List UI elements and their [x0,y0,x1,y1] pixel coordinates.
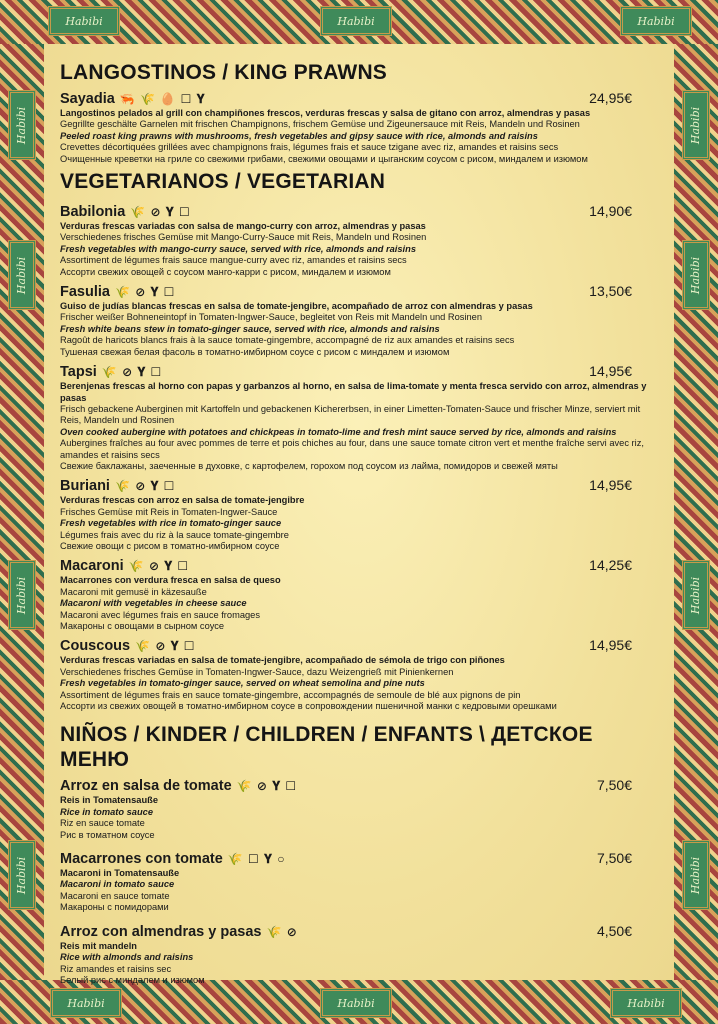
dish-price: 13,50€ [589,283,632,300]
logo-tile-left-2: Habibi [8,240,36,310]
allergen-icons: 🌾 ⊘ 𝐘 ☐ [114,285,176,300]
desc-de: Reis in Tomatensauße [60,795,158,806]
desc-de: Verschiedenes frisches Gemüse in Tomaten-Ingwer-Sauce, dazu Weizengrieß mit Pinienkernen [60,666,454,677]
desc-de: Frischer weißer Bohneneintopf in Tomaten-Ingwer-Sauce, begleitet von Reis mit Mandeln und Rosinen [60,312,483,323]
allergen-icons: 🌾 ⊘ 𝐘 ☐ [135,639,196,654]
dish-price: 14,25€ [589,557,632,574]
dish-arroz-almendras [60,922,660,987]
logo-text: Habibi [67,996,105,1010]
desc-fr: Riz en sauce tomate [60,818,145,829]
desc-ru: Очищенные креветки на гриле со свежими грибами, свежими овощами и цыганским соусом с рисом, миндалем и изюмом [60,153,588,164]
desc-es: Macarrones con verdura fresca en salsa de queso [60,575,281,586]
dish-price: 14,95€ [589,477,632,494]
logo-tile-right-2: Habibi [682,240,710,310]
logo-tile-right-3: Habibi [682,560,710,630]
dish-name: Tapsi [60,364,97,381]
logo-tile-bottom-right [610,988,682,1018]
desc-ru: Тушеная свежая белая фасоль в томатно-имбирном соусе с рисом с миндалем и изюмом [60,346,450,357]
desc-en: Fresh white beans stew in tomato-ginger sauce, served with rice, almonds and raisins [60,323,440,334]
logo-text: Habibi [637,14,675,28]
desc-fr: Assortiment de légumes frais sauce mangue-curry avec riz, amandes et raisins secs [60,255,407,266]
desc-en: Macaroni in tomato sauce [60,879,175,890]
dish-name: Macarrones con tomate [60,851,223,868]
desc-ru: Свежие овощи с рисом в томатно-имбирном соусе [60,540,280,551]
desc-de: Frisches Gemüse mit Reis in Tomaten-Ingwer-Sauce [60,506,278,517]
logo-tile-top-center [320,6,392,36]
dish-babilonia [60,202,660,278]
logo-tile-right-4: Habibi [682,840,710,910]
allergen-icons: 🌾 ☐ 𝐘 ○ [227,852,286,867]
dish-price: 14,95€ [589,637,632,654]
logo-tile-bottom-left [50,988,122,1018]
desc-en: Peeled roast king prawns with mushrooms, fresh vegetables and gipsy sauce with rice, almonds and raisins [60,130,538,141]
dish-name: Macaroni [60,558,124,575]
section-title-langostinos: LANGOSTINOS / KING PRAWNS [60,61,388,84]
logo-text: Habibi [65,14,103,28]
dish-couscous [60,636,660,712]
dish-price: 14,90€ [589,203,632,220]
desc-fr: Ragoût de haricots blancs frais à la sauce tomate-gingembre, accompagné de riz aux amandes et raisins secs [60,335,515,346]
dish-sayadia [60,89,660,165]
logo-text: Habibi [627,996,665,1010]
section-title-ninos: NIÑOS / KINDER / CHILDREN / ENFANTS \ ДЕТСКОЕ МЕНЮ [60,723,593,772]
allergen-icons: 🌾 ⊘ 𝐘 ☐ [130,205,191,220]
desc-fr: Riz amandes et raisins sec [60,963,172,974]
logo-tile-right-1: Habibi [682,90,710,160]
desc-es: Verduras frescas con arroz en salsa de tomate-jengibre [60,495,305,506]
desc-ru: Свежие баклажаны, заеченные в духовке, с картофелем, горохом под соусом из лайма, помидоров и свежей мяты [60,460,558,471]
desc-de: Gegrillte geschälte Garnelen mit frischen Champignons, frischem Gemüse und Zigeunersauce mit Reis, Mandeln und Rosinen [60,119,580,130]
section-title-vegetarianos: VEGETARIANOS / VEGETARIAN [60,170,386,194]
desc-es: Langostinos pelados al grill con champiñones frescos, verduras frescas y salsa de gitano con arroz, almendras y pasas [60,108,591,118]
desc-es: Berenjenas frescas al horno con papas y garbanzos al horno, en salsa de lima-tomate y menta fresca servido con arroz, almendras y pasas [60,381,647,403]
desc-en: Fresh vegetables with mango-curry sauce, served with rice, almonds and raisins [60,243,416,254]
allergen-icons: 🌾 ⊘ [266,924,298,939]
logo-text: Habibi [337,14,375,28]
logo-tile-left-3: Habibi [8,560,36,630]
dish-price: 24,95€ [589,90,632,106]
desc-fr: Légumes frais avec du riz à la sauce tomate-gingembre [60,529,289,540]
desc-fr: Aubergines fraîches au four avec pommes de terre et pois chiches au four, dans une sauce tomate citron vert et menthe fraîche servi avec riz, amandes et raisins secs [60,438,644,460]
desc-ru: Макароны с помидорами [60,902,169,913]
dish-fasulia [60,282,660,358]
desc-de: Macaroni mit gemusë in käzesauße [60,586,207,597]
logo-tile-left-4: Habibi [8,840,36,910]
desc-de: Verschiedenes frisches Gemüse mit Mango-Curry-Sauce mit Reis, Mandeln und Rosinen [60,232,427,243]
desc-en: Rice with almonds and raisins [60,952,194,963]
dish-arroz-tomate [60,776,660,841]
desc-fr: Assortiment de légumes frais en sauce tomate-gingembre, accompagnés de semoule de blé aux pignons de pin [60,689,521,700]
allergen-icons: 🌾 ⊘ 𝐘 ☐ [114,479,176,494]
allergen-icons: 🦐 🌾 🥚 ☐ 𝐘 [119,92,206,106]
desc-de: Frisch gebackene Auberginen mit Kartoffeln und gebackenen Kichererbsen, in einer Limetten-Tomaten-Sauce und frischer Minze, serviert mit Reis, Mandeln und Rosinen [60,403,641,426]
logo-tile-left-1: Habibi [8,90,36,160]
desc-de: Macaroni in Tomatensauße [60,868,180,879]
logo-tile-top-left [48,6,120,36]
dish-name: Couscous [60,638,131,655]
desc-ru: Ассорти из свежих овощей в томатно-имбирном соусе в сопровождении пшеничной манки с кедровыми орешками [60,701,557,712]
desc-en: Macaroni with vegetables in cheese sauce [60,598,247,609]
dish-name: Buriani [60,478,110,495]
desc-en: Oven cooked aubergine with potatoes and chickpeas in tomato-lime and fresh mint sauce served by rice, almonds and raisins [60,426,617,437]
dish-price: 7,50€ [596,777,632,794]
dish-price: 7,50€ [596,850,632,867]
desc-es: Verduras frescas variadas con salsa de mango-curry con arroz, almendras y pasas [60,221,426,232]
dish-name: Arroz en salsa de tomate [60,778,232,795]
desc-es: Guiso de judías blancas frescas en salsa de tomate-jengibre, acompañado de arroz con almendras y pasas [60,301,533,312]
logo-tile-top-right [620,6,692,36]
desc-ru: Белый рис с миндалем и изюмом [60,974,205,985]
logo-text: Habibi [337,996,375,1010]
desc-en: Fresh vegetables in tomato-ginger sauce, served on wheat semolina and pine nuts [60,678,425,689]
dish-tapsi [60,362,660,472]
allergen-icons: 🌾 ⊘ 𝐘 ☐ [128,559,190,574]
dish-price: 4,50€ [596,922,632,939]
dish-name: Babilonia [60,204,126,221]
desc-ru: Ассорти свежих овощей с соусом манго-карри с рисом, миндалем и изюмом [60,266,391,277]
desc-en: Fresh vegetables with rice in tomato-ginger sauce [60,518,282,529]
dish-buriani [60,476,660,552]
logo-tile-bottom-center [320,988,392,1018]
dish-price: 14,95€ [589,363,632,380]
menu-content [60,60,660,985]
dish-name: Sayadia [60,91,115,107]
desc-ru: Макароны с овощами в сырном соусе [60,621,225,631]
desc-en: Rice in tomato sauce [60,806,153,817]
dish-name: Arroz con almendras y pasas [60,923,262,940]
desc-fr: Macaroni avec légumes frais en sauce fromages [60,609,260,620]
dish-name: Fasulia [60,284,110,301]
desc-es: Verduras frescas variadas en salsa de tomate-jengibre, acompañado de sémola de trigo con piñones [60,655,505,666]
desc-ru: Рис в томатном соусе [60,829,155,840]
allergen-icons: 🌾 ⊘ 𝐘 ☐ [236,779,298,794]
desc-fr: Macaroni en sauce tomate [60,890,170,901]
dish-macarrones-tomate [60,849,660,914]
desc-fr: Crevettes décortiquées grillées avec champignons frais, légumes frais et sauce tzigane avec riz, amandes et raisins secs [60,142,559,153]
desc-de: Reis mit mandeln [60,940,137,951]
dish-macaroni [60,556,660,632]
allergen-icons: 🌾 ⊘ 𝐘 ☐ [101,365,163,380]
